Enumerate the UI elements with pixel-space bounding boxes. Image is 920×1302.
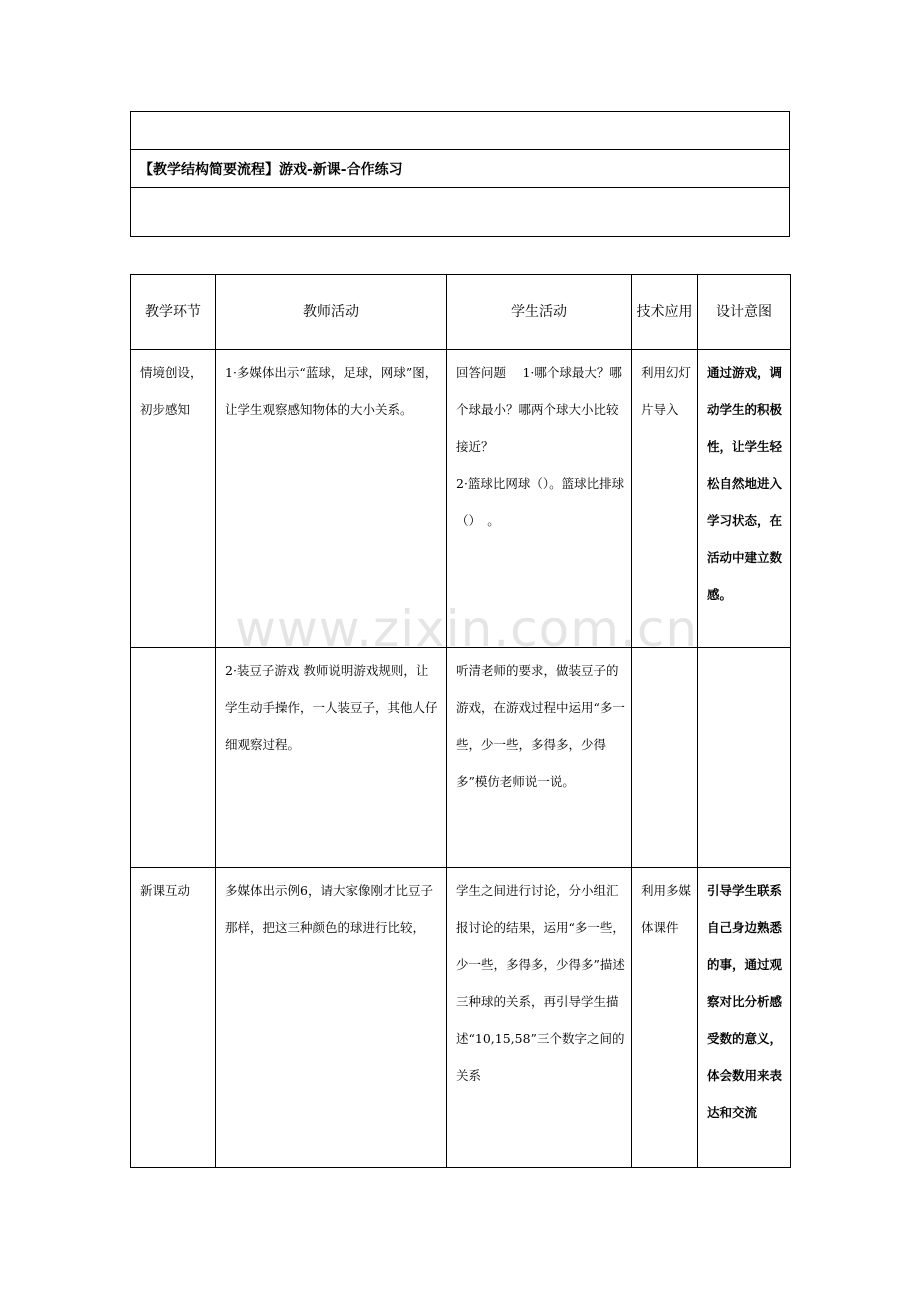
cell-stage [131, 868, 216, 1168]
col-header-stage: 教学环节 [131, 275, 216, 350]
header-empty-row-top [131, 112, 790, 150]
cell-intent [698, 350, 791, 648]
intent-text: 引导学生联系自己身边熟悉的事，通过观察对比分析感受数的意义，体会数用来表达和交流 [707, 883, 783, 1120]
cell-stage [131, 648, 216, 868]
lesson-table [130, 274, 791, 1168]
cell-tech [632, 868, 698, 1168]
table-row [131, 868, 791, 1168]
cell-intent [698, 868, 791, 1168]
cell-teacher [216, 868, 447, 1168]
flow-line: 【教学结构简要流程】游戏-新课-合作练习 [131, 150, 790, 188]
intent-text: 通过游戏，调动学生的积极性，让学生轻松自然地进入学习状态，在活动中建立数感。 [707, 365, 783, 602]
table-header-row [131, 275, 791, 350]
teacher-text: 1·多媒体出示“蓝球，足球，网球”图，让学生观察感知物体的大小关系。 [225, 365, 438, 417]
cell-student [447, 868, 632, 1168]
col-header-teacher: 教师活动 [216, 275, 447, 350]
teacher-text: 多媒体出示例6，请大家像刚才比豆子那样，把这三种颜色的球进行比较， [225, 883, 433, 935]
col-header-intent: 设计意图 [698, 275, 791, 350]
header-empty-row-bottom [131, 188, 790, 237]
col-header-tech: 技术应用 [632, 275, 698, 350]
watermark: www.zixin.com.cn [235, 600, 699, 658]
cell-stage [131, 350, 216, 648]
cell-tech [632, 648, 698, 868]
tech-text: 利用幻灯片导入 [641, 365, 692, 417]
student-text-1: 回答问题 1·哪个球最大？哪个球最小？哪两个球大小比较接近？ [456, 365, 622, 454]
col-header-student: 学生活动 [447, 275, 632, 350]
student-text-2: 2·篮球比网球（）。篮球比排球（） 。 [456, 476, 625, 528]
student-text: 学生之间进行讨论，分小组汇报讨论的结果，运用“多一些，少一些，多得多，少得多”描述三种球的关系，再引导学生描述“10,15,58”三个数字之间的关系 [456, 883, 625, 1083]
cell-intent [698, 648, 791, 868]
tech-text: 利用多媒体课件 [641, 883, 692, 935]
cell-teacher [216, 648, 447, 868]
header-box [130, 111, 790, 237]
teacher-text: 2·装豆子游戏 教师说明游戏规则，让学生动手操作，一人装豆子，其他人仔细观察过程。 [225, 663, 438, 752]
stage-text: 情境创设，初步感知 [140, 365, 203, 417]
stage-text: 新课互动 [140, 883, 191, 898]
cell-student [447, 648, 632, 868]
student-text: 听清老师的要求，做装豆子的游戏，在游戏过程中运用“多一些，少一些，多得多，少得多”模仿老师说一说。 [456, 663, 625, 789]
table-row [131, 648, 791, 868]
